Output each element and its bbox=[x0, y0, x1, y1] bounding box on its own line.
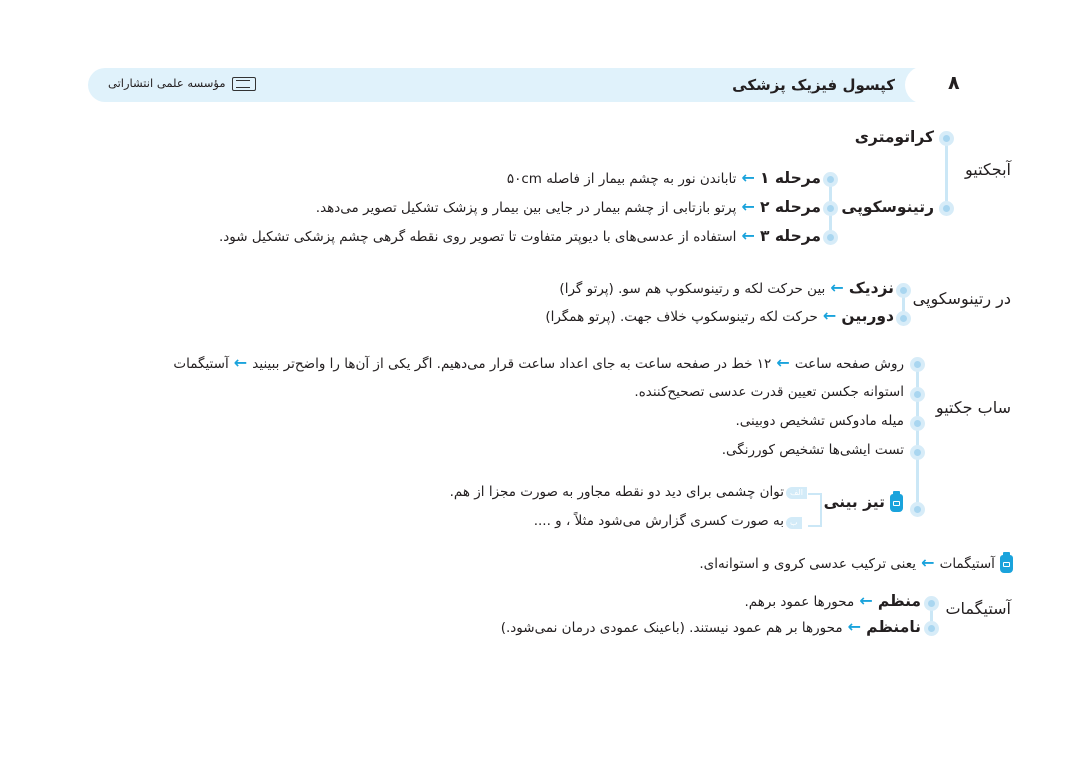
step-2: مرحله ۲ ← پرتو بازتابی از چشم بیمار در جایی بین بیمار و پزشک تشکیل تصویر می‌دهد. bbox=[315, 197, 821, 216]
ishihara-item: تست ایشی‌ها تشخیص کوررنگی. bbox=[721, 442, 904, 458]
visual-acuity-def: توان چشمی برای دید دو نقطه مجاور به صورت مجزا از هم. bbox=[449, 484, 784, 500]
dot-myopia bbox=[896, 283, 911, 298]
vial-icon bbox=[1000, 555, 1013, 573]
book-title: کپسول فیزیک پزشکی bbox=[732, 76, 895, 94]
tag-be: ب bbox=[786, 517, 802, 529]
astigmatism-title: آستیگمات bbox=[945, 599, 1011, 618]
dot-jackson bbox=[910, 387, 925, 402]
publisher-name: مؤسسه علمی انتشاراتی bbox=[108, 76, 226, 90]
arrow-icon: ← bbox=[233, 353, 248, 372]
regular-item: منظم ← محورها عمود برهم. bbox=[744, 591, 921, 610]
dot-step-1 bbox=[823, 172, 838, 187]
dot-keratometry bbox=[939, 131, 954, 146]
publisher-logo-icon bbox=[232, 77, 256, 91]
page-number: ۸ bbox=[948, 72, 960, 94]
step-1: مرحله ۱ ← تاباندن نور به چشم بیمار از فاصله ۵۰cm bbox=[506, 168, 821, 187]
dot-maddox bbox=[910, 416, 925, 431]
arrow-icon: ← bbox=[830, 278, 844, 297]
arrow-icon: ← bbox=[741, 226, 755, 245]
objective-timeline bbox=[945, 137, 948, 209]
visual-acuity-label: تیز بینی bbox=[824, 492, 903, 512]
jackson-item: استوانه جکسن تعیین قدرت عدسی تصحیح‌کننده. bbox=[634, 384, 904, 400]
dot-step-2 bbox=[823, 201, 838, 216]
objective-title: آبجکتیو bbox=[965, 160, 1011, 179]
dot-irregular bbox=[924, 621, 939, 636]
maddox-item: میله مادوکس تشخیص دوبینی. bbox=[735, 413, 904, 429]
myopia-item: نزدیک ← بین حرکت لکه و رتینوسکوپ هم سو. (پرتو گرا) bbox=[559, 278, 894, 297]
step-3: مرحله ۳ ← استفاده از عدسی‌های با دیوپتر متفاوت تا تصویر روی نقطه گرهی چشم پزشکی تشکیل شود. bbox=[219, 226, 821, 245]
vial-icon bbox=[890, 494, 903, 512]
arrow-icon: ← bbox=[741, 197, 755, 216]
arrow-icon: ← bbox=[859, 591, 873, 610]
clock-dial-item: روش صفحه ساعت ← ۱۲ خط در صفحه ساعت به جای اعداد ساعت قرار می‌دهیم. اگر یکی از آن‌ها را واضح‌تر ببینید ← آستیگمات bbox=[173, 353, 904, 372]
dot-clock-dial bbox=[910, 357, 925, 372]
dot-hyperopia bbox=[896, 311, 911, 326]
hyperopia-item: دوربین ← حرکت لکه رتینوسکوپ خلاف جهت. (پرتو همگرا) bbox=[545, 306, 894, 325]
arrow-icon: ← bbox=[921, 553, 935, 572]
arrow-icon: ← bbox=[847, 617, 862, 636]
arrow-icon: ← bbox=[776, 353, 790, 372]
subjective-timeline bbox=[916, 364, 919, 509]
publisher bbox=[108, 76, 256, 91]
dot-step-3 bbox=[823, 230, 838, 245]
irregular-item: نامنظم ← محورها بر هم عمود نیستند. (باعینک عمودی درمان نمی‌شود.) bbox=[500, 617, 921, 636]
keratometry-label: کراتومتری bbox=[854, 128, 934, 146]
dot-visual-acuity bbox=[910, 502, 925, 517]
astigmatism-note: آستیگمات ← یعنی ترکیب عدسی کروی و استوانه‌ای. bbox=[699, 553, 1013, 573]
arrow-icon: ← bbox=[822, 306, 837, 325]
dot-retinoscopy bbox=[939, 201, 954, 216]
tag-alef: الف bbox=[786, 487, 807, 499]
arrow-icon: ← bbox=[741, 168, 755, 187]
dot-regular bbox=[924, 596, 939, 611]
dot-ishihara bbox=[910, 445, 925, 460]
visual-acuity-report: به صورت کسری گزارش می‌شود مثلاً ، و .... bbox=[533, 513, 784, 529]
in-retinoscopy-title: در رتینوسکوپی bbox=[912, 289, 1011, 308]
subjective-title: ساب جکتیو bbox=[935, 398, 1011, 417]
visual-acuity-bracket bbox=[808, 493, 822, 527]
retinoscopy-label: رتینوسکوپی bbox=[841, 198, 934, 216]
